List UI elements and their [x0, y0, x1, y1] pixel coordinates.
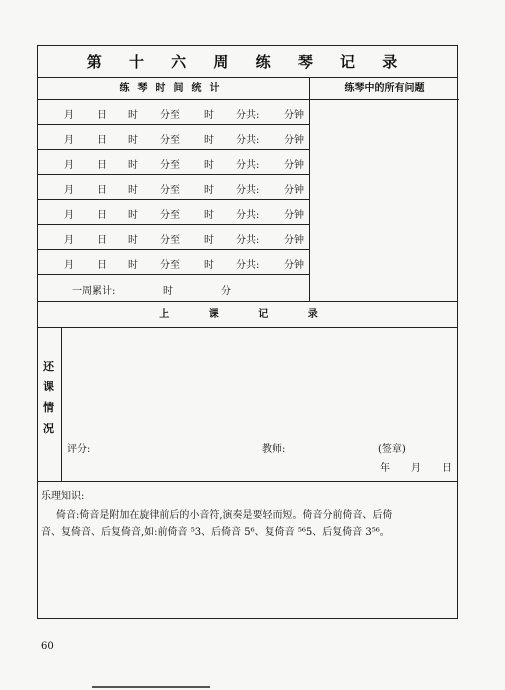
- practice-cell: 分共:: [236, 210, 260, 221]
- practice-cell: 月: [64, 235, 74, 246]
- practice-cell: 日: [97, 235, 107, 246]
- practice-cell: 分钟: [284, 260, 304, 271]
- practice-cell: 日: [97, 135, 107, 146]
- practice-cell: 分至: [160, 235, 180, 246]
- practice-cell: 日: [97, 110, 107, 121]
- practice-cell: 分至: [160, 210, 180, 221]
- practice-cell: 月: [64, 185, 74, 196]
- teacher-label: 教师:: [262, 444, 286, 455]
- report-label: [38, 328, 62, 481]
- practice-cell: 月: [64, 210, 74, 221]
- date-month: 月: [411, 463, 421, 474]
- practice-cell: 月: [64, 135, 74, 146]
- score-label: 评分:: [67, 444, 91, 455]
- date-day: 日: [442, 463, 452, 474]
- date-year: 年: [380, 463, 390, 474]
- practice-row: [38, 100, 310, 125]
- practice-cell: 分共:: [236, 185, 260, 196]
- practice-row: [38, 125, 310, 150]
- problems-header: 练琴中的所有问题: [310, 78, 459, 100]
- practice-cell: 日: [97, 160, 107, 171]
- practice-cell: 月: [64, 160, 74, 171]
- practice-cell: 分共:: [236, 235, 260, 246]
- practice-cell: 分钟: [284, 210, 304, 221]
- report-body: [62, 328, 457, 481]
- practice-cell: 时: [128, 185, 138, 196]
- practice-cell: 时: [128, 235, 138, 246]
- form-title: 第 十 六 周 练 琴 记 录: [38, 46, 457, 78]
- practice-cell: 日: [97, 185, 107, 196]
- practice-row: [38, 175, 310, 200]
- practice-cell: 分钟: [284, 135, 304, 146]
- practice-cell: 时: [204, 135, 214, 146]
- weekly-total-minutes: 分: [221, 286, 231, 297]
- practice-cell: 分共:: [236, 110, 260, 121]
- lesson-record-header: 上 课 记 录: [38, 301, 457, 328]
- practice-cell: 时: [204, 185, 214, 196]
- theory-line-2: 音、复倚音、后复倚音,如:前倚音 ⁵3、后倚音 5⁶、复倚音 ⁵⁶5、后复倚音 3⁵⁶。: [41, 527, 390, 538]
- theory-line-1: 倚音:倚音是附加在旋律前后的小音符,演奏是要轻而短。倚音分前倚音、后倚: [56, 510, 393, 521]
- practice-cell: 分共:: [236, 135, 260, 146]
- lesson-report: [38, 328, 457, 482]
- theory-heading: 乐理知识:: [41, 491, 85, 502]
- practice-row: [38, 250, 310, 275]
- practice-cell: 分至: [160, 160, 180, 171]
- practice-row: [38, 150, 310, 175]
- report-label-char: 情: [43, 401, 54, 414]
- weekly-total-label: 一周累计:: [72, 286, 116, 297]
- practice-cell: 分至: [160, 135, 180, 146]
- practice-time-header: 练琴时间统计: [38, 78, 310, 100]
- practice-row: [38, 225, 310, 250]
- practice-cell: 分共:: [236, 260, 260, 271]
- practice-cell: 时: [128, 210, 138, 221]
- page-number: 60: [41, 641, 54, 652]
- footer-line: [92, 686, 210, 688]
- practice-cell: 日: [97, 260, 107, 271]
- practice-cell: 时: [204, 160, 214, 171]
- report-label-char: 课: [43, 380, 54, 393]
- weekly-total-hours: 时: [163, 286, 173, 297]
- practice-cell: 分共:: [236, 160, 260, 171]
- practice-row: [38, 200, 310, 225]
- report-label-char: 况: [43, 422, 54, 435]
- weekly-total-row: [38, 276, 310, 301]
- practice-cell: 日: [97, 210, 107, 221]
- practice-cell: 时: [204, 260, 214, 271]
- practice-cell: 时: [204, 235, 214, 246]
- practice-cell: 时: [204, 210, 214, 221]
- practice-cell: 时: [204, 110, 214, 121]
- practice-cell: 时: [128, 260, 138, 271]
- practice-cell: 分至: [160, 260, 180, 271]
- practice-cell: 月: [64, 260, 74, 271]
- seal-label: (签章): [378, 444, 406, 455]
- practice-cell: 分钟: [284, 160, 304, 171]
- report-label-char: 还: [43, 360, 54, 373]
- practice-cell: 时: [128, 160, 138, 171]
- practice-cell: 分钟: [284, 185, 304, 196]
- practice-cell: 时: [128, 135, 138, 146]
- practice-cell: 月: [64, 110, 74, 121]
- practice-cell: 分钟: [284, 235, 304, 246]
- weekly-practice-form: [37, 45, 458, 619]
- practice-cell: 分至: [160, 185, 180, 196]
- practice-cell: 分至: [160, 110, 180, 121]
- practice-cell: 分钟: [284, 110, 304, 121]
- practice-cell: 时: [128, 110, 138, 121]
